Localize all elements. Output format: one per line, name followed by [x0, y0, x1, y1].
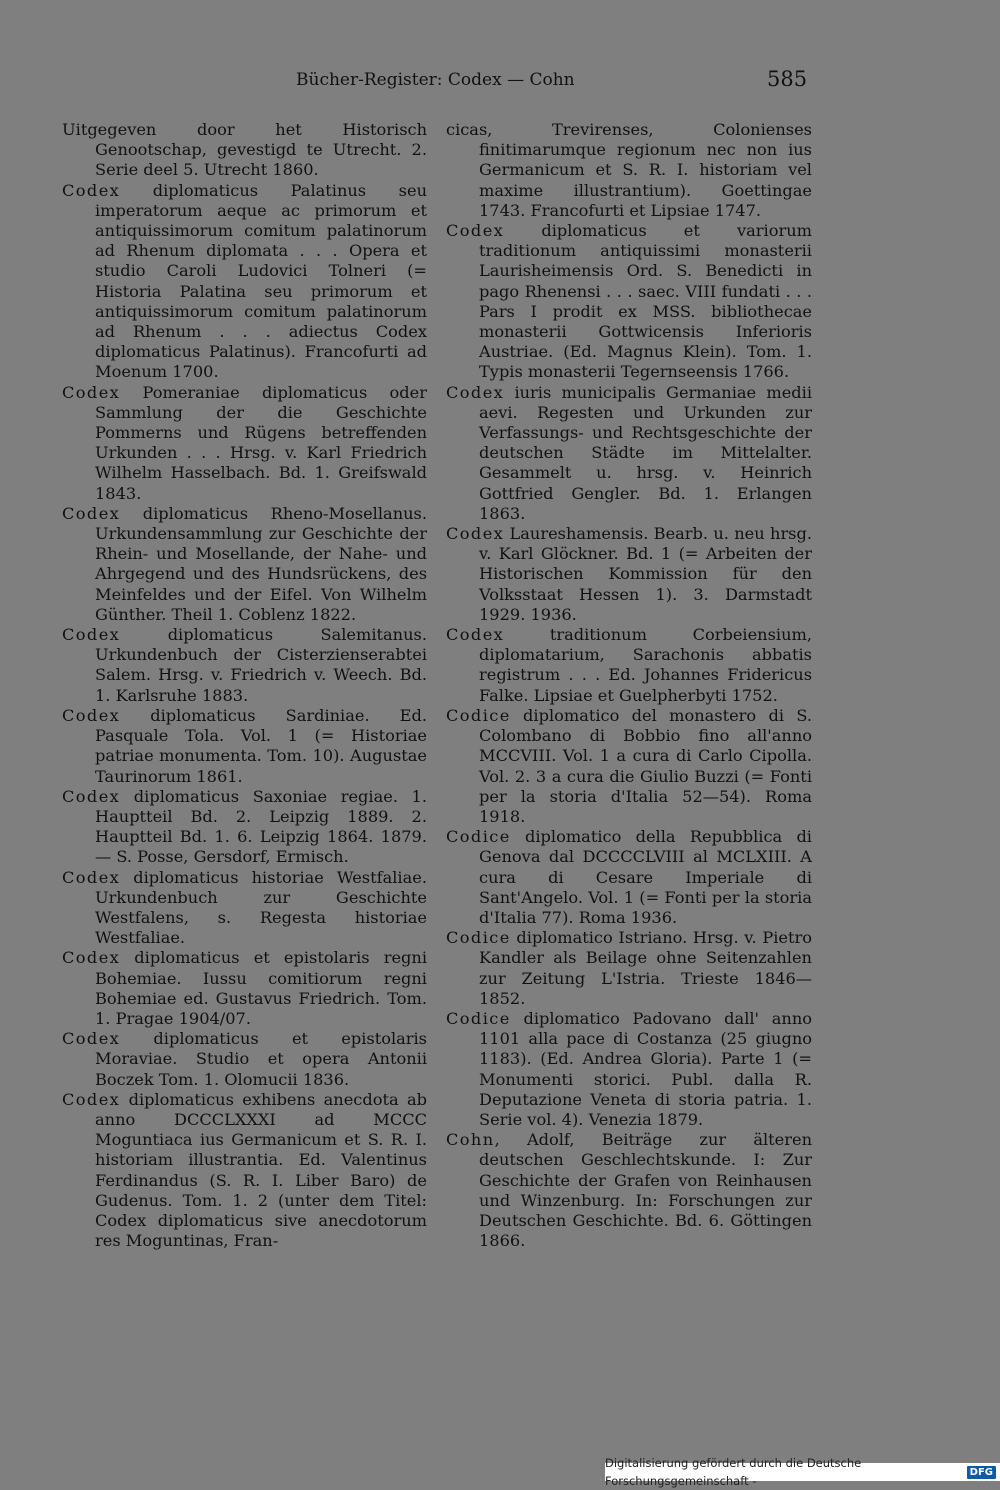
- entry-headword: Codice: [446, 827, 511, 847]
- entry-headword: Codice: [446, 928, 511, 948]
- entry-text: diplomatico Istriano. Hrsg. v. Pietro Kandler als Beilage ohne Seitenzahlen zur Zeitung L'Istria. Trieste 1846—1852.: [479, 928, 812, 1008]
- entry-headword: Codex: [446, 625, 505, 645]
- entry-text: , Adolf, Beiträge zur älteren deutschen Geschlechtskunde. I: Zur Geschichte der Grafen von Reinhausen und Winzenburg. In: Forschungen zur Deutschen Geschichte. Bd. 6. Göttingen 1866.: [479, 1130, 812, 1251]
- register-entry: [62, 120, 427, 181]
- entry-text: diplomatico della Repubblica di Genova dal DCCCCLVIII al MCLXIII. A cura di Cesare Imperiale di Sant'Angelo. Vol. 1 (= Fonti per la storia d'Italia 77). Roma 1936.: [479, 827, 812, 927]
- running-title: Bücher-Register: Codex — Cohn: [296, 70, 575, 90]
- footer-credit: [605, 1456, 1000, 1488]
- register-entry: [446, 383, 812, 524]
- entry-headword: Codex: [62, 1089, 121, 1109]
- register-entry: [62, 181, 427, 383]
- register-entry: [446, 928, 812, 1009]
- entry-text: diplomaticus Saxoniae regiae. 1. Hauptteil Bd. 2. Leipzig 1889. 2. Hauptteil Bd. 1. 6. Leipzig 1864. 1879. — S. Posse, Gersdorf, Ermisch.: [95, 786, 427, 867]
- entry-text: diplomaticus et epistolaris regni Bohemiae. Iussu comitiorum regni Bohemiae ed. Gustavus Friedrich. Tom. 1. Pragae 1904/07.: [95, 948, 427, 1028]
- entry-text: diplomatico Padovano dall' anno 1101 alla pace di Costanza (25 giugno 1183). (Ed. Andrea Gloria). Parte 1 (= Monumenti storici. Publ. dalla R. Deputazione Veneta di storia patria. 1. Serie vol. 4). Venezia 1879.: [479, 1008, 812, 1129]
- entry-text: diplomaticus exhibens anecdota ab anno DCCCLXXXI ad MCCC Moguntiaca ius Germanicum et S. R. I. historiam illustrantia. Ed. Valentinus Ferdinandus (S. R. I. Liber Baro) de Gudenus. Tom. 1. 2 (unter dem Titel: Codex diplomaticus sive anecdotorum res Moguntinas, Fran-: [95, 1089, 427, 1251]
- entry-text: cicas, Trevirenses, Colonienses finitimarumque regionum nec non ius Germanicum et S. R. I. historiam vel maxime illustrantium). Goettingae 1743. Francofurti et Lipsiae 1747.: [446, 120, 812, 220]
- entry-headword: Codex: [62, 503, 121, 523]
- register-entry: [62, 504, 427, 625]
- entry-headword: Codex: [446, 524, 505, 544]
- register-entry: [62, 868, 427, 949]
- entry-headword: Codex: [62, 786, 121, 806]
- left-column: [62, 120, 427, 1251]
- entry-headword: Codex: [446, 221, 505, 241]
- entry-text: iuris municipalis Germaniae medii aevi. Regesten und Urkunden zur Verfassungs- und Rechtsgeschichte der deutschen Städte im Mittelalter. Gesammelt u. hrsg. v. Heinrich Gottfried Gengler. Bd. 1. Erlangen 1863.: [479, 382, 812, 523]
- entry-headword: Codex: [62, 625, 121, 645]
- register-entry: [446, 625, 812, 706]
- page-number: 585: [767, 67, 808, 91]
- entry-text: diplomatico del monastero di S. Colombano di Bobbio fino all'anno MCCVIII. Vol. 1 a cura di Carlo Cipolla. Vol. 2. 3 a cura die Giulio Buzzi (= Fonti per la storia d'Italia 52—54). Roma 1918.: [479, 705, 812, 826]
- register-entry: [446, 221, 812, 383]
- register-entry: [62, 1090, 427, 1252]
- entry-headword: Codex: [62, 1029, 121, 1049]
- entry-headword: Codex: [62, 705, 121, 725]
- entry-text: Laureshamensis. Bearb. u. neu hrsg. v. Karl Glöckner. Bd. 1 (= Arbeiten der Historischen Kommission für den Volksstaat Hessen 1). 3. Darmstadt 1929. 1936.: [479, 524, 812, 624]
- register-entry: [446, 706, 812, 827]
- register-entry: [62, 1029, 427, 1090]
- entry-text: diplomaticus Salemitanus. Urkundenbuch der Cisterzienserabtei Salem. Hrsg. v. Friedrich v. Weech. Bd. 1. Karlsruhe 1883.: [95, 625, 427, 705]
- register-entry: [62, 948, 427, 1029]
- entry-text: diplomaticus Sardiniae. Ed. Pasquale Tola. Vol. 1 (= Historiae patriae monumenta. Tom. 10). Augustae Taurinorum 1861.: [95, 705, 427, 786]
- entry-headword: Codice: [446, 705, 511, 725]
- entry-text: diplomaticus et variorum traditionum antiquissimi monasterii Laurisheimensis Ord. S. Benedicti in pago Rhenensi . . . saec. VIII fundati . . . Pars I prodit ex MSS. bibliothecae monasterii Gottwicensis Inferioris Austriae. (Ed. Magnus Klein). Tom. 1. Typis monasterii Tegernseensis 1766.: [479, 221, 812, 382]
- footer-text: Digitalisierung gefördert durch die Deutsche Forschungsgemeinschaft -: [605, 1456, 862, 1488]
- register-entry: [446, 1009, 812, 1130]
- register-entry: [446, 1130, 812, 1251]
- right-column: [446, 120, 812, 1251]
- entry-headword: Codex: [62, 867, 121, 887]
- dfg-logo: DFG: [967, 1466, 996, 1479]
- entry-text: traditionum Corbeiensium, diplomatarium, Sarachonis abbatis registrum . . . Ed. Johannes Fridericus Falke. Lipsiae et Guelpherbyti 1752.: [479, 625, 812, 705]
- register-entry: [446, 524, 812, 625]
- entry-headword: Codex: [62, 948, 121, 968]
- entry-headword: Codex: [62, 180, 121, 200]
- entry-headword: Codice: [446, 1008, 511, 1028]
- entry-headword: Cohn: [446, 1130, 495, 1150]
- entry-text: diplomaticus historiae Westfaliae. Urkundenbuch zur Geschichte Westfalens, s. Regesta historiae Westfaliae.: [95, 867, 427, 948]
- entry-text: diplomaticus et epistolaris Moraviae. Studio et opera Antonii Boczek Tom. 1. Olomucii 1836.: [95, 1029, 427, 1089]
- entry-text: Uitgegeven door het Historisch Genootschap, gevestigd te Utrecht. 2. Serie deel 5. Utrecht 1860.: [62, 120, 427, 180]
- register-entry: [446, 827, 812, 928]
- register-entry: [446, 120, 812, 221]
- entry-headword: Codex: [62, 382, 121, 402]
- register-entry: [62, 383, 427, 504]
- register-entry: [62, 706, 427, 787]
- entry-text: Pomeraniae diplomaticus oder Sammlung der die Geschichte Pommerns und Rügens betreffenden Urkunden . . . Hrsg. v. Karl Friedrich Wilhelm Hasselbach. Bd. 1. Greifswald 1843.: [95, 382, 427, 503]
- entry-headword: Codex: [446, 382, 505, 402]
- entry-text: diplomaticus Rheno-Mosellanus. Urkundensammlung zur Geschichte der Rhein- und Mosellande, der Nahe- und Ahrgegend und des Hundsrückens, des Meinfeldes und der Eifel. Von Wilhelm Günther. Theil 1. Coblenz 1822.: [95, 503, 427, 624]
- register-entry: [62, 787, 427, 868]
- register-entry: [62, 625, 427, 706]
- entry-text: diplomaticus Palatinus seu imperatorum aeque ac primorum et antiquissimorum comitum palatinorum ad Rhenum diplomata . . . Opera et studio Caroli Ludovici Tolneri (= Historia Palatina seu primorum et antiquissimorum comitum palatinorum ad Rhenum . . . adiectus Codex diplomaticus Palatinus). Francofurti ad Moenum 1700.: [95, 180, 427, 382]
